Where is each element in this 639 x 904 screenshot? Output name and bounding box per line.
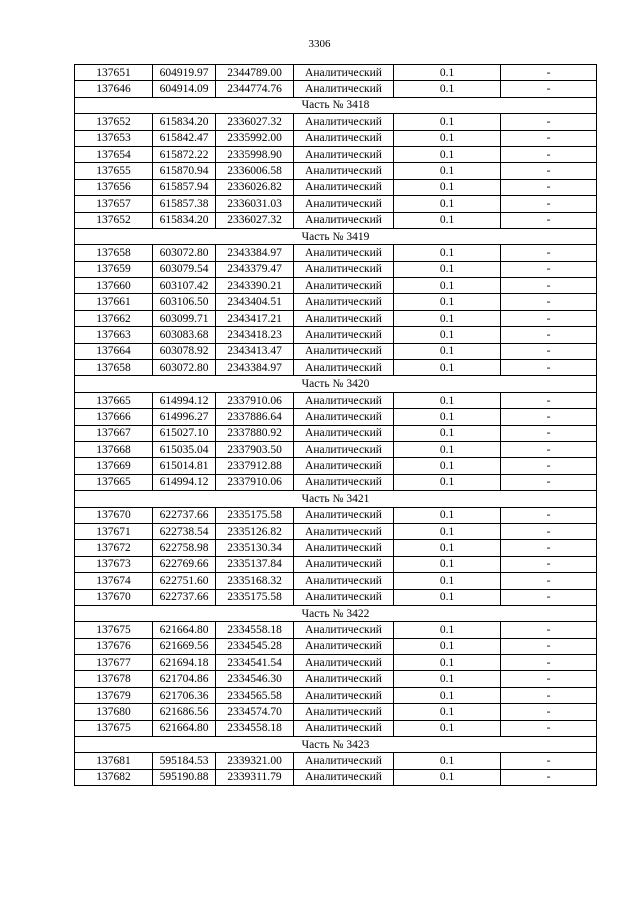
- y-coordinate-cell: 2335137.84: [216, 556, 294, 572]
- accuracy-cell: 0.1: [394, 671, 501, 687]
- method-cell: Аналитический: [294, 720, 394, 736]
- x-coordinate-cell: 622769.66: [153, 556, 216, 572]
- x-coordinate-cell: 614994.12: [153, 392, 216, 408]
- accuracy-cell: 0.1: [394, 769, 501, 785]
- method-cell: Аналитический: [294, 540, 394, 556]
- extra-cell: -: [501, 638, 597, 654]
- table-row: [75, 556, 597, 572]
- y-coordinate-cell: 2336027.32: [216, 114, 294, 130]
- accuracy-cell: 0.1: [394, 687, 501, 703]
- method-cell: Аналитический: [294, 179, 394, 195]
- x-coordinate-cell: 622738.54: [153, 523, 216, 539]
- point-number-cell: 137680: [75, 704, 153, 720]
- method-cell: Аналитический: [294, 310, 394, 326]
- extra-cell: -: [501, 720, 597, 736]
- point-number-cell: 137646: [75, 81, 153, 97]
- method-cell: Аналитический: [294, 163, 394, 179]
- table-row: [75, 573, 597, 589]
- method-cell: Аналитический: [294, 425, 394, 441]
- y-coordinate-cell: 2337886.64: [216, 409, 294, 425]
- point-number-cell: 137682: [75, 769, 153, 785]
- y-coordinate-cell: 2337910.06: [216, 392, 294, 408]
- section-title: Часть № 3421: [75, 491, 597, 507]
- point-number-cell: 137656: [75, 179, 153, 195]
- y-coordinate-cell: 2343390.21: [216, 278, 294, 294]
- table-row: [75, 130, 597, 146]
- extra-cell: -: [501, 507, 597, 523]
- method-cell: Аналитический: [294, 245, 394, 261]
- y-coordinate-cell: 2343379.47: [216, 261, 294, 277]
- table-row: [75, 196, 597, 212]
- extra-cell: -: [501, 343, 597, 359]
- table-row: [75, 523, 597, 539]
- x-coordinate-cell: 615834.20: [153, 212, 216, 228]
- point-number-cell: 137672: [75, 540, 153, 556]
- x-coordinate-cell: 615035.04: [153, 441, 216, 457]
- method-cell: Аналитический: [294, 638, 394, 654]
- x-coordinate-cell: 615027.10: [153, 425, 216, 441]
- y-coordinate-cell: 2344789.00: [216, 65, 294, 81]
- y-coordinate-cell: 2335175.58: [216, 507, 294, 523]
- table-row: [75, 622, 597, 638]
- accuracy-cell: 0.1: [394, 146, 501, 162]
- point-number-cell: 137665: [75, 474, 153, 490]
- extra-cell: -: [501, 425, 597, 441]
- table-row: [75, 65, 597, 81]
- point-number-cell: 137662: [75, 310, 153, 326]
- table-row: [75, 294, 597, 310]
- y-coordinate-cell: 2337910.06: [216, 474, 294, 490]
- x-coordinate-cell: 615014.81: [153, 458, 216, 474]
- method-cell: Аналитический: [294, 441, 394, 457]
- table-row: [75, 425, 597, 441]
- extra-cell: -: [501, 573, 597, 589]
- extra-cell: -: [501, 409, 597, 425]
- extra-cell: -: [501, 196, 597, 212]
- y-coordinate-cell: 2335126.82: [216, 523, 294, 539]
- accuracy-cell: 0.1: [394, 392, 501, 408]
- x-coordinate-cell: 603106.50: [153, 294, 216, 310]
- method-cell: Аналитический: [294, 278, 394, 294]
- y-coordinate-cell: 2334558.18: [216, 720, 294, 736]
- point-number-cell: 137652: [75, 212, 153, 228]
- method-cell: Аналитический: [294, 343, 394, 359]
- x-coordinate-cell: 622737.66: [153, 507, 216, 523]
- y-coordinate-cell: 2337880.92: [216, 425, 294, 441]
- accuracy-cell: 0.1: [394, 360, 501, 376]
- method-cell: Аналитический: [294, 769, 394, 785]
- table-row: [75, 655, 597, 671]
- accuracy-cell: 0.1: [394, 261, 501, 277]
- table-row: [75, 343, 597, 359]
- x-coordinate-cell: 603078.92: [153, 343, 216, 359]
- accuracy-cell: 0.1: [394, 343, 501, 359]
- x-coordinate-cell: 603072.80: [153, 245, 216, 261]
- extra-cell: -: [501, 212, 597, 228]
- x-coordinate-cell: 615872.22: [153, 146, 216, 162]
- y-coordinate-cell: 2336006.58: [216, 163, 294, 179]
- extra-cell: -: [501, 589, 597, 605]
- extra-cell: -: [501, 130, 597, 146]
- y-coordinate-cell: 2334574.70: [216, 704, 294, 720]
- y-coordinate-cell: 2344774.76: [216, 81, 294, 97]
- table-row: [75, 360, 597, 376]
- section-header-row: [75, 491, 597, 507]
- y-coordinate-cell: 2334565.58: [216, 687, 294, 703]
- accuracy-cell: 0.1: [394, 245, 501, 261]
- section-title: Часть № 3419: [75, 228, 597, 244]
- method-cell: Аналитический: [294, 409, 394, 425]
- section-header-row: [75, 376, 597, 392]
- method-cell: Аналитический: [294, 146, 394, 162]
- table-row: [75, 212, 597, 228]
- accuracy-cell: 0.1: [394, 409, 501, 425]
- x-coordinate-cell: 622758.98: [153, 540, 216, 556]
- point-number-cell: 137659: [75, 261, 153, 277]
- method-cell: Аналитический: [294, 622, 394, 638]
- table-row: [75, 704, 597, 720]
- extra-cell: -: [501, 687, 597, 703]
- method-cell: Аналитический: [294, 392, 394, 408]
- y-coordinate-cell: 2343418.23: [216, 327, 294, 343]
- accuracy-cell: 0.1: [394, 310, 501, 326]
- accuracy-cell: 0.1: [394, 179, 501, 195]
- point-number-cell: 137678: [75, 671, 153, 687]
- x-coordinate-cell: 621694.18: [153, 655, 216, 671]
- method-cell: Аналитический: [294, 327, 394, 343]
- extra-cell: -: [501, 327, 597, 343]
- x-coordinate-cell: 603072.80: [153, 360, 216, 376]
- accuracy-cell: 0.1: [394, 589, 501, 605]
- y-coordinate-cell: 2343384.97: [216, 360, 294, 376]
- x-coordinate-cell: 603083.68: [153, 327, 216, 343]
- extra-cell: -: [501, 474, 597, 490]
- table-row: [75, 720, 597, 736]
- x-coordinate-cell: 595190.88: [153, 769, 216, 785]
- accuracy-cell: 0.1: [394, 294, 501, 310]
- accuracy-cell: 0.1: [394, 163, 501, 179]
- table-row: [75, 589, 597, 605]
- point-number-cell: 137675: [75, 622, 153, 638]
- x-coordinate-cell: 621664.80: [153, 622, 216, 638]
- method-cell: Аналитический: [294, 474, 394, 490]
- point-number-cell: 137681: [75, 753, 153, 769]
- accuracy-cell: 0.1: [394, 327, 501, 343]
- table-row: [75, 327, 597, 343]
- x-coordinate-cell: 622737.66: [153, 589, 216, 605]
- accuracy-cell: 0.1: [394, 474, 501, 490]
- point-number-cell: 137660: [75, 278, 153, 294]
- method-cell: Аналитический: [294, 196, 394, 212]
- y-coordinate-cell: 2335168.32: [216, 573, 294, 589]
- table-row: [75, 261, 597, 277]
- accuracy-cell: 0.1: [394, 638, 501, 654]
- y-coordinate-cell: 2334541.54: [216, 655, 294, 671]
- y-coordinate-cell: 2336026.82: [216, 179, 294, 195]
- y-coordinate-cell: 2343417.21: [216, 310, 294, 326]
- accuracy-cell: 0.1: [394, 278, 501, 294]
- table-row: [75, 278, 597, 294]
- extra-cell: -: [501, 294, 597, 310]
- method-cell: Аналитический: [294, 261, 394, 277]
- point-number-cell: 137679: [75, 687, 153, 703]
- point-number-cell: 137654: [75, 146, 153, 162]
- extra-cell: -: [501, 278, 597, 294]
- method-cell: Аналитический: [294, 360, 394, 376]
- extra-cell: -: [501, 622, 597, 638]
- x-coordinate-cell: 614994.12: [153, 474, 216, 490]
- accuracy-cell: 0.1: [394, 523, 501, 539]
- point-number-cell: 137677: [75, 655, 153, 671]
- extra-cell: -: [501, 458, 597, 474]
- method-cell: Аналитический: [294, 573, 394, 589]
- accuracy-cell: 0.1: [394, 573, 501, 589]
- y-coordinate-cell: 2334545.28: [216, 638, 294, 654]
- method-cell: Аналитический: [294, 556, 394, 572]
- y-coordinate-cell: 2339321.00: [216, 753, 294, 769]
- accuracy-cell: 0.1: [394, 540, 501, 556]
- accuracy-cell: 0.1: [394, 704, 501, 720]
- extra-cell: -: [501, 245, 597, 261]
- accuracy-cell: 0.1: [394, 196, 501, 212]
- point-number-cell: 137667: [75, 425, 153, 441]
- y-coordinate-cell: 2337912.88: [216, 458, 294, 474]
- x-coordinate-cell: 615834.20: [153, 114, 216, 130]
- method-cell: Аналитический: [294, 65, 394, 81]
- extra-cell: -: [501, 655, 597, 671]
- extra-cell: -: [501, 146, 597, 162]
- table-row: [75, 441, 597, 457]
- point-number-cell: 137669: [75, 458, 153, 474]
- table-row: [75, 146, 597, 162]
- point-number-cell: 137671: [75, 523, 153, 539]
- accuracy-cell: 0.1: [394, 212, 501, 228]
- table-row: [75, 769, 597, 785]
- method-cell: Аналитический: [294, 212, 394, 228]
- point-number-cell: 137658: [75, 245, 153, 261]
- x-coordinate-cell: 615842.47: [153, 130, 216, 146]
- extra-cell: -: [501, 81, 597, 97]
- table-row: [75, 409, 597, 425]
- method-cell: Аналитический: [294, 589, 394, 605]
- point-number-cell: 137673: [75, 556, 153, 572]
- point-number-cell: 137666: [75, 409, 153, 425]
- y-coordinate-cell: 2335175.58: [216, 589, 294, 605]
- point-number-cell: 137655: [75, 163, 153, 179]
- x-coordinate-cell: 604919.97: [153, 65, 216, 81]
- accuracy-cell: 0.1: [394, 556, 501, 572]
- y-coordinate-cell: 2334558.18: [216, 622, 294, 638]
- point-number-cell: 137668: [75, 441, 153, 457]
- y-coordinate-cell: 2343384.97: [216, 245, 294, 261]
- method-cell: Аналитический: [294, 753, 394, 769]
- method-cell: Аналитический: [294, 458, 394, 474]
- accuracy-cell: 0.1: [394, 753, 501, 769]
- y-coordinate-cell: 2336027.32: [216, 212, 294, 228]
- x-coordinate-cell: 621704.86: [153, 671, 216, 687]
- point-number-cell: 137676: [75, 638, 153, 654]
- point-number-cell: 137664: [75, 343, 153, 359]
- y-coordinate-cell: 2335998.90: [216, 146, 294, 162]
- extra-cell: -: [501, 523, 597, 539]
- point-number-cell: 137670: [75, 589, 153, 605]
- section-title: Часть № 3420: [75, 376, 597, 392]
- x-coordinate-cell: 615870.94: [153, 163, 216, 179]
- x-coordinate-cell: 614996.27: [153, 409, 216, 425]
- coordinates-table: [74, 64, 597, 786]
- x-coordinate-cell: 595184.53: [153, 753, 216, 769]
- table-row: [75, 540, 597, 556]
- page-number: 3306: [308, 38, 331, 50]
- point-number-cell: 137663: [75, 327, 153, 343]
- method-cell: Аналитический: [294, 507, 394, 523]
- x-coordinate-cell: 615857.94: [153, 179, 216, 195]
- table-row: [75, 310, 597, 326]
- accuracy-cell: 0.1: [394, 114, 501, 130]
- extra-cell: -: [501, 556, 597, 572]
- method-cell: Аналитический: [294, 671, 394, 687]
- point-number-cell: 137670: [75, 507, 153, 523]
- x-coordinate-cell: 621706.36: [153, 687, 216, 703]
- table-row: [75, 458, 597, 474]
- x-coordinate-cell: 622751.60: [153, 573, 216, 589]
- section-header-row: [75, 605, 597, 621]
- extra-cell: -: [501, 310, 597, 326]
- table-row: [75, 392, 597, 408]
- x-coordinate-cell: 621686.56: [153, 704, 216, 720]
- point-number-cell: 137658: [75, 360, 153, 376]
- method-cell: Аналитический: [294, 523, 394, 539]
- table-row: [75, 671, 597, 687]
- accuracy-cell: 0.1: [394, 458, 501, 474]
- method-cell: Аналитический: [294, 130, 394, 146]
- table-row: [75, 638, 597, 654]
- section-header-row: [75, 737, 597, 753]
- extra-cell: -: [501, 179, 597, 195]
- accuracy-cell: 0.1: [394, 81, 501, 97]
- x-coordinate-cell: 621669.56: [153, 638, 216, 654]
- x-coordinate-cell: 604914.09: [153, 81, 216, 97]
- table-row: [75, 81, 597, 97]
- accuracy-cell: 0.1: [394, 655, 501, 671]
- y-coordinate-cell: 2343413.47: [216, 343, 294, 359]
- accuracy-cell: 0.1: [394, 130, 501, 146]
- extra-cell: -: [501, 392, 597, 408]
- point-number-cell: 137665: [75, 392, 153, 408]
- y-coordinate-cell: 2335992.00: [216, 130, 294, 146]
- y-coordinate-cell: 2335130.34: [216, 540, 294, 556]
- section-header-row: [75, 228, 597, 244]
- extra-cell: -: [501, 704, 597, 720]
- table-row: [75, 753, 597, 769]
- accuracy-cell: 0.1: [394, 507, 501, 523]
- point-number-cell: 137674: [75, 573, 153, 589]
- accuracy-cell: 0.1: [394, 622, 501, 638]
- coordinates-table-body: [75, 65, 597, 786]
- x-coordinate-cell: 603079.54: [153, 261, 216, 277]
- x-coordinate-cell: 603107.42: [153, 278, 216, 294]
- table-row: [75, 474, 597, 490]
- extra-cell: -: [501, 671, 597, 687]
- table-row: [75, 163, 597, 179]
- extra-cell: -: [501, 261, 597, 277]
- section-title: Часть № 3423: [75, 737, 597, 753]
- method-cell: Аналитический: [294, 687, 394, 703]
- point-number-cell: 137661: [75, 294, 153, 310]
- point-number-cell: 137653: [75, 130, 153, 146]
- method-cell: Аналитический: [294, 704, 394, 720]
- section-title: Часть № 3422: [75, 605, 597, 621]
- method-cell: Аналитический: [294, 655, 394, 671]
- x-coordinate-cell: 615857.38: [153, 196, 216, 212]
- extra-cell: -: [501, 540, 597, 556]
- table-row: [75, 245, 597, 261]
- y-coordinate-cell: 2339311.79: [216, 769, 294, 785]
- method-cell: Аналитический: [294, 294, 394, 310]
- table-row: [75, 179, 597, 195]
- y-coordinate-cell: 2334546.30: [216, 671, 294, 687]
- extra-cell: -: [501, 360, 597, 376]
- extra-cell: -: [501, 769, 597, 785]
- y-coordinate-cell: 2343404.51: [216, 294, 294, 310]
- accuracy-cell: 0.1: [394, 441, 501, 457]
- method-cell: Аналитический: [294, 81, 394, 97]
- table-row: [75, 507, 597, 523]
- section-title: Часть № 3418: [75, 97, 597, 113]
- x-coordinate-cell: 621664.80: [153, 720, 216, 736]
- point-number-cell: 137651: [75, 65, 153, 81]
- accuracy-cell: 0.1: [394, 720, 501, 736]
- extra-cell: -: [501, 441, 597, 457]
- point-number-cell: 137675: [75, 720, 153, 736]
- y-coordinate-cell: 2336031.03: [216, 196, 294, 212]
- y-coordinate-cell: 2337903.50: [216, 441, 294, 457]
- point-number-cell: 137652: [75, 114, 153, 130]
- table-row: [75, 114, 597, 130]
- extra-cell: -: [501, 753, 597, 769]
- section-header-row: [75, 97, 597, 113]
- extra-cell: -: [501, 65, 597, 81]
- x-coordinate-cell: 603099.71: [153, 310, 216, 326]
- method-cell: Аналитический: [294, 114, 394, 130]
- table-row: [75, 687, 597, 703]
- extra-cell: -: [501, 163, 597, 179]
- accuracy-cell: 0.1: [394, 65, 501, 81]
- extra-cell: -: [501, 114, 597, 130]
- point-number-cell: 137657: [75, 196, 153, 212]
- accuracy-cell: 0.1: [394, 425, 501, 441]
